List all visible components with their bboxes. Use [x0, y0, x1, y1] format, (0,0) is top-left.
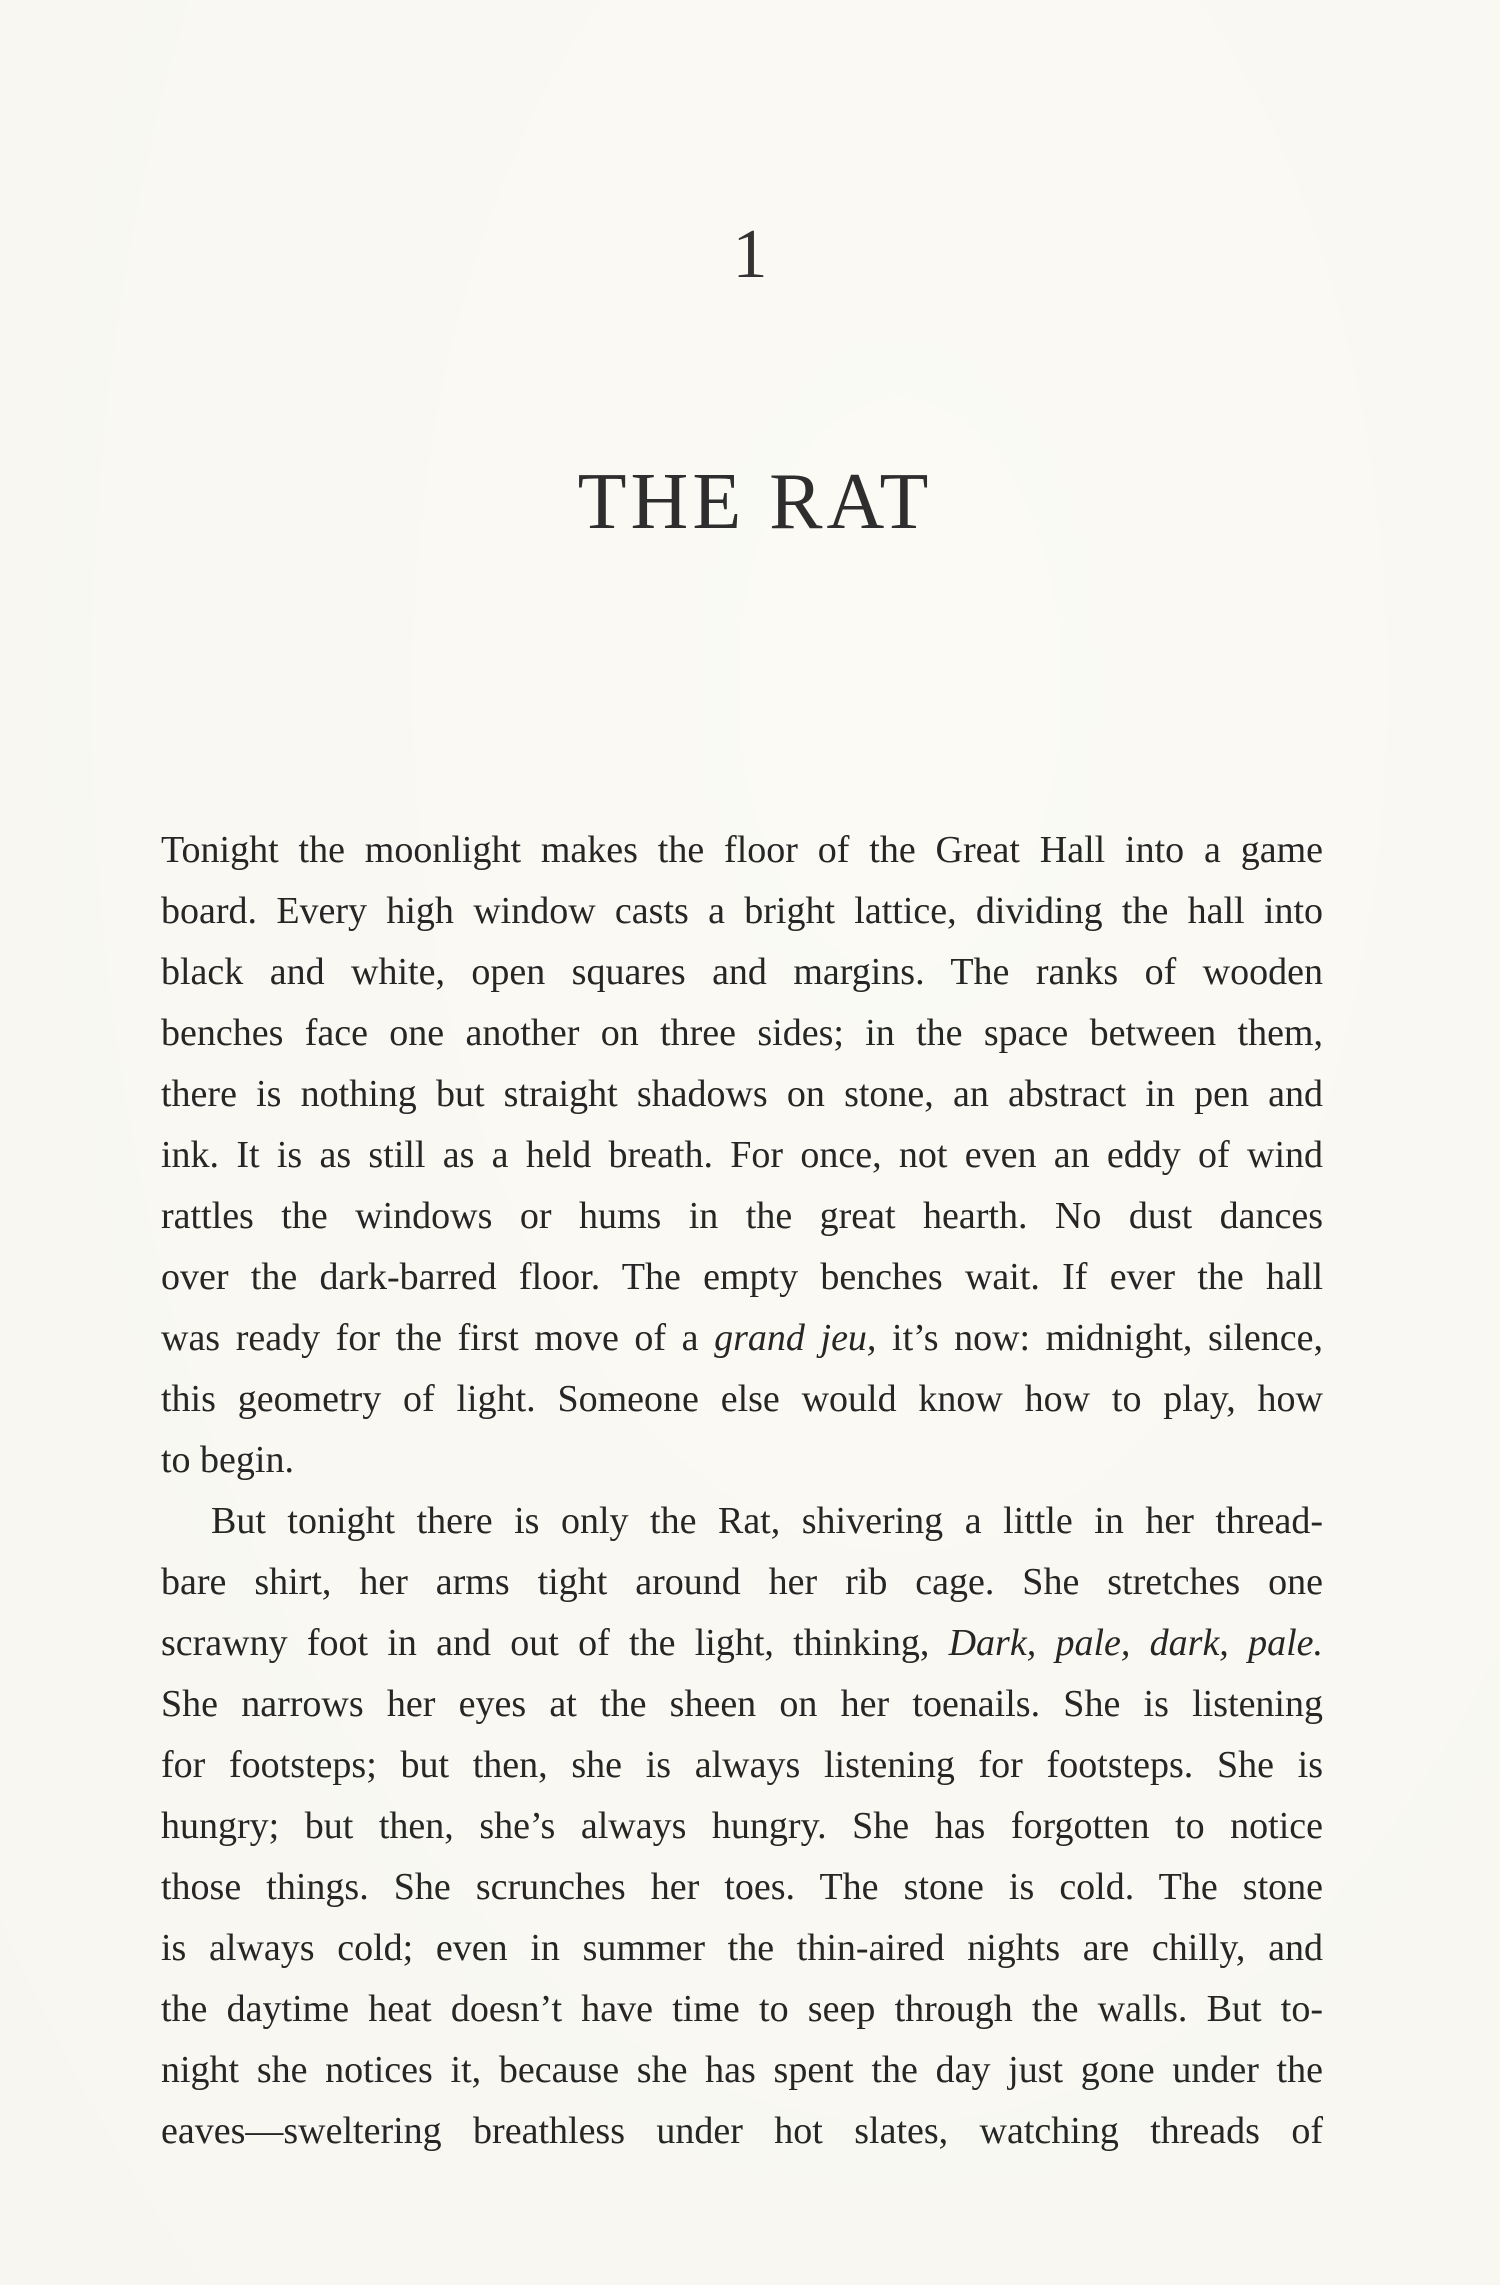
text-line: hungry; but then, she’s always hungry. She has forgotten to notice [161, 1805, 1323, 1847]
text-line: benches face one another on three sides; in the space between them, [161, 1012, 1323, 1054]
text-run: scrawny foot in and out of the light, thinking, [161, 1622, 949, 1664]
text-line: to begin. [161, 1439, 294, 1481]
text-line: board. Every high window casts a bright lattice, dividing the hall into [161, 890, 1323, 932]
text-line: rattles the windows or hums in the great hearth. No dust dances [161, 1195, 1323, 1237]
text-line: She narrows her eyes at the sheen on her toenails. She is listening [161, 1683, 1323, 1725]
text-run: was ready for the first move of a [161, 1317, 715, 1359]
chapter-number: 1 [732, 216, 768, 293]
text-line: is always cold; even in summer the thin-aired nights are chilly, and [161, 1927, 1323, 1969]
text-line: black and white, open squares and margins. The ranks of wooden [161, 951, 1323, 993]
text-line: ink. It is as still as a held breath. For once, not even an eddy of wind [161, 1134, 1323, 1176]
text-line: for footsteps; but then, she is always listening for footsteps. She is [161, 1744, 1323, 1786]
text-line: Tonight the moonlight makes the floor of the Great Hall into a game [161, 829, 1323, 871]
italic-text: Dark, pale, dark, pale. [948, 1622, 1323, 1664]
text-line: there is nothing but straight shadows on stone, an abstract in pen and [161, 1073, 1323, 1115]
text-line-with-italic [161, 1308, 1323, 1369]
body-text [161, 820, 1323, 2162]
text-line: eaves—sweltering breathless under hot slates, watching threads of [161, 2110, 1323, 2152]
text-line: this geometry of light. Someone else would know how to play, how [161, 1378, 1323, 1420]
chapter-title: THE RAT [577, 458, 933, 546]
text-line: bare shirt, her arms tight around her rib cage. She stretches one [161, 1561, 1323, 1603]
text-line: the daytime heat doesn’t have time to seep through the walls. But to- [161, 1988, 1323, 2030]
text-line-with-italic [161, 1613, 1323, 1674]
text-line: night she notices it, because she has spent the day just gone under the [161, 2049, 1323, 2091]
text-line: those things. She scrunches her toes. The stone is cold. The stone [161, 1866, 1323, 1908]
text-line: But tonight there is only the Rat, shivering a little in her thread- [211, 1500, 1323, 1542]
text-run: it’s now: midnight, silence, [876, 1317, 1324, 1359]
text-line: over the dark-barred floor. The empty benches wait. If ever the hall [161, 1256, 1323, 1298]
italic-text: grand jeu, [714, 1317, 877, 1359]
